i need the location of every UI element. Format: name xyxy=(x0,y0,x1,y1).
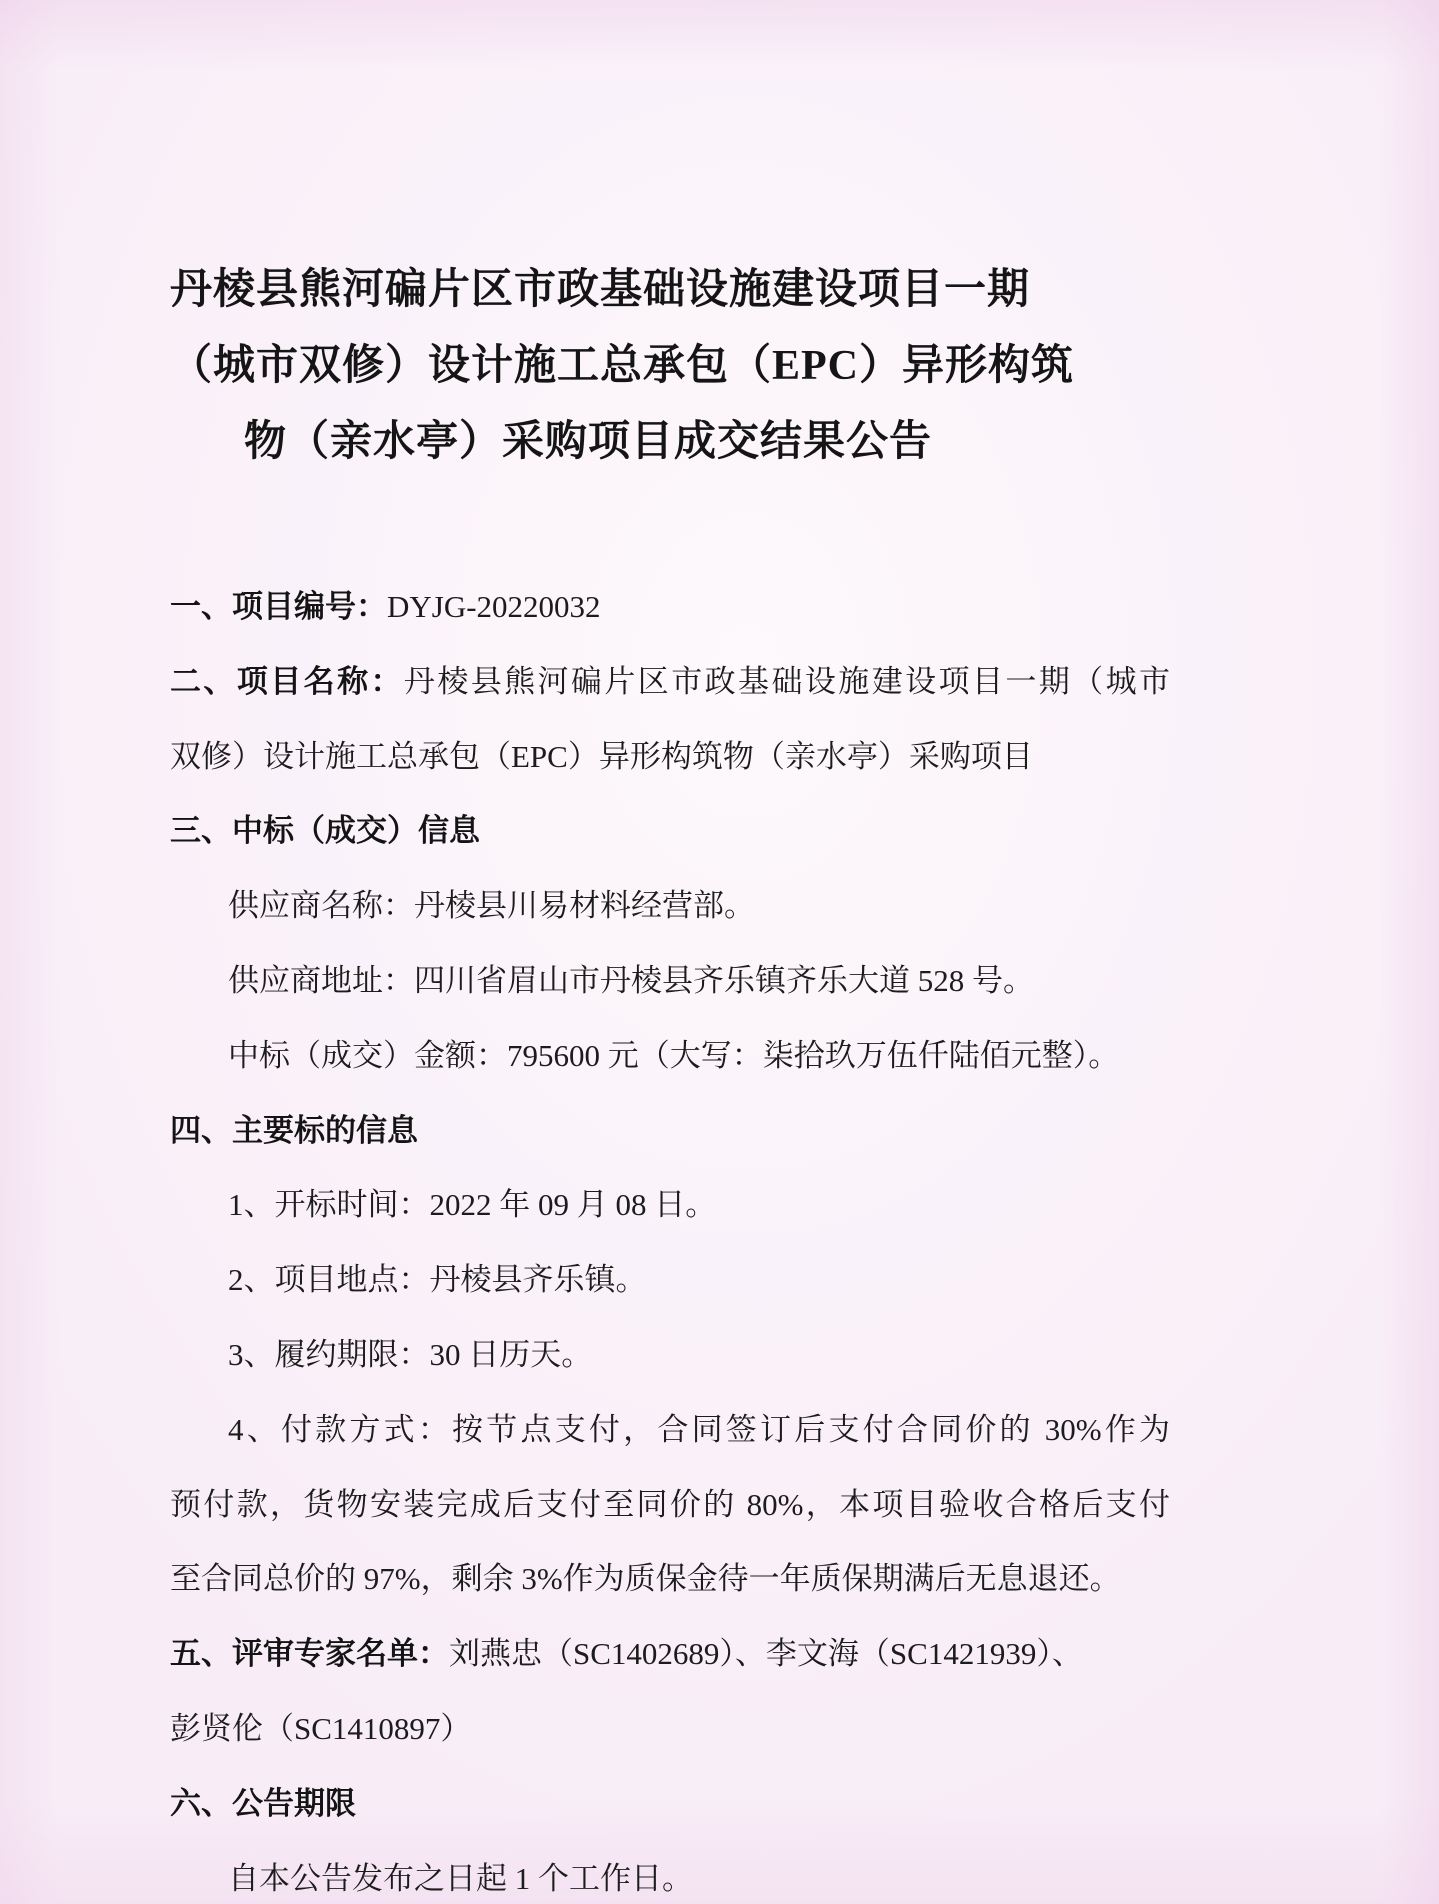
project-number-value: DYJG-20220032 xyxy=(387,589,601,624)
payment-method-line-2: 预付款，货物安装完成后支付至同价的 80%，本项目验收合格后支付 xyxy=(170,1486,1170,1522)
project-number-label: 一、项目编号： xyxy=(170,589,387,624)
section-experts-line-1 xyxy=(170,1617,1170,1692)
award-amount-line: 中标（成交）金额：795600 元（大写：柒拾玖万伍仟陆佰元整）。 xyxy=(228,1037,1120,1073)
experts-label: 五、评审专家名单： xyxy=(170,1636,449,1672)
project-name-value-line-2: 双修）设计施工总承包（EPC）异形构筑物（亲水亭）采购项目 xyxy=(170,738,1033,774)
performance-period-line: 3、履约期限：30 日历天。 xyxy=(228,1336,593,1372)
bid-opening-time-line: 1、开标时间：2022 年 09 月 08 日。 xyxy=(228,1187,717,1223)
supplier-address-line: 供应商地址：四川省眉山市丹棱县齐乐镇齐乐大道 528 号。 xyxy=(228,962,1034,998)
experts-value-line-1: 刘燕忠（SC1402689）、李文海（SC1421939）、 xyxy=(449,1636,1083,1672)
document-title-line-1: 丹棱县熊河碥片区市政基础设施建设项目一期 xyxy=(170,267,1031,313)
document-body xyxy=(170,570,1170,1904)
section-project-name-line-2 xyxy=(170,720,1170,795)
project-name-label: 二、项目名称： xyxy=(170,663,404,699)
section-project-number xyxy=(170,570,1170,645)
section-subject-info-heading: 四、主要标的信息 xyxy=(170,1112,418,1148)
document-title xyxy=(170,252,1075,480)
supplier-name-line: 供应商名称：丹棱县川易材料经营部。 xyxy=(228,888,755,924)
document-title-line-2: （城市双修）设计施工总承包（EPC）异形构筑 xyxy=(170,343,1075,389)
section-experts-line-2: 彭贤伦（SC1410897） xyxy=(170,1710,472,1746)
section-project-name-line-1 xyxy=(170,645,1170,720)
section-notice-period-heading: 六、公告期限 xyxy=(170,1785,356,1821)
section-award-info-heading: 三、中标（成交）信息 xyxy=(170,813,480,849)
project-name-value-line-1: 丹棱县熊河碥片区市政基础设施建设项目一期（城市 xyxy=(403,663,1170,699)
notice-period-body-line: 自本公告发布之日起 1 个工作日。 xyxy=(228,1860,693,1896)
project-location-line: 2、项目地点：丹棱县齐乐镇。 xyxy=(228,1262,647,1298)
payment-method-line-1: 4、付款方式：按节点支付，合同签订后支付合同价的 30%作为 xyxy=(228,1411,1170,1447)
payment-method-line-3: 至合同总价的 97%，剩余 3%作为质保金待一年质保期满后无息退还。 xyxy=(170,1561,1121,1597)
document-title-line-3: 物（亲水亭）采购项目成交结果公告 xyxy=(243,419,932,465)
